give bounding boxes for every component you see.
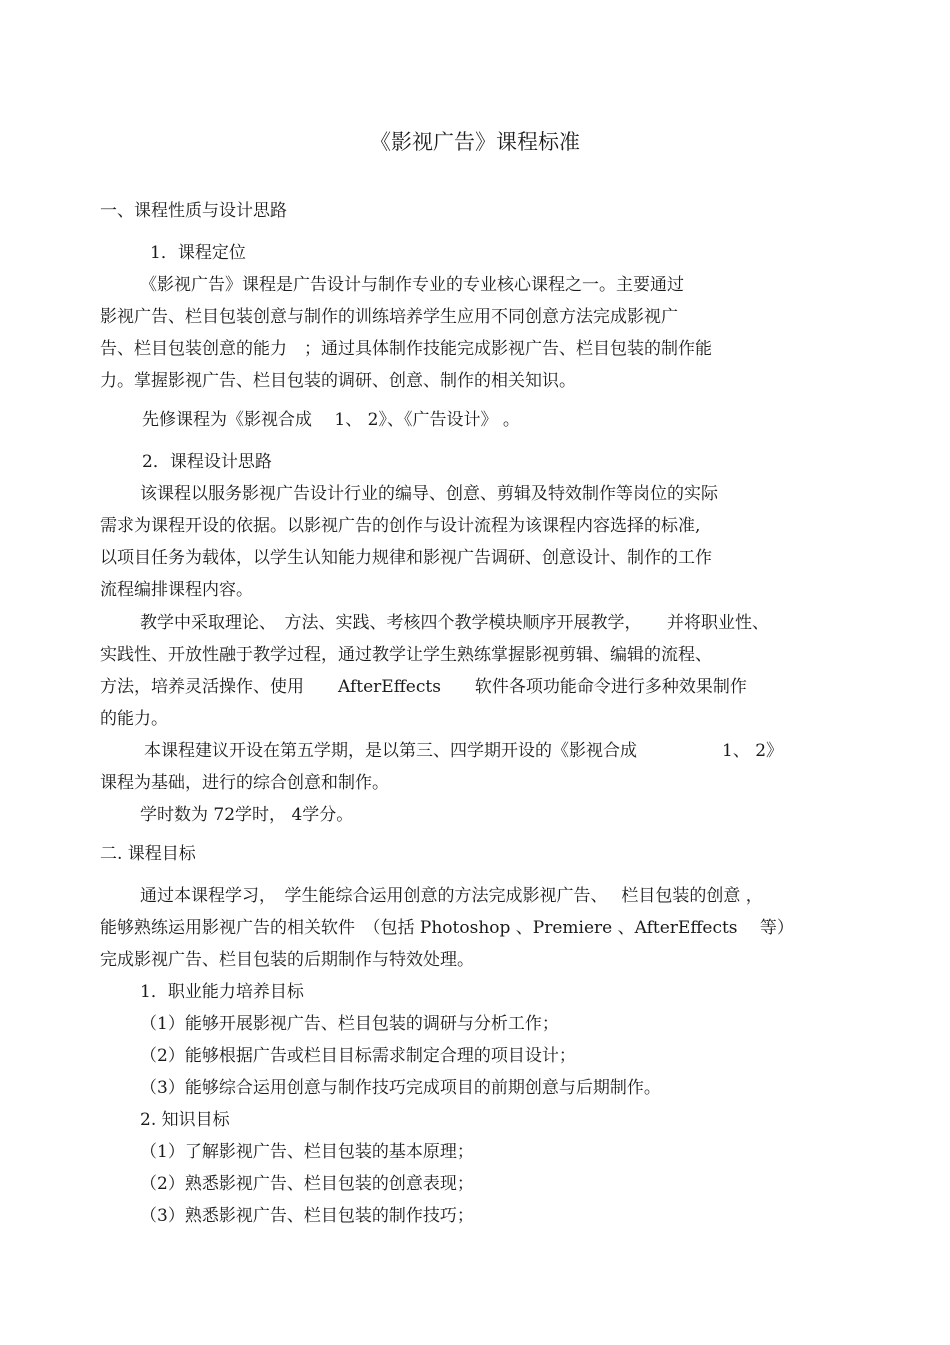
paragraph-line: 课程为基础，进行的综合创意和制作。: [100, 773, 389, 793]
list-item: （1）能够开展影视广告、栏目包装的调研与分析工作；: [140, 1014, 559, 1034]
paragraph-line: 完成影视广告、栏目包装的后期制作与特效处理。: [100, 950, 474, 970]
list-item: （2）能够根据广告或栏目目标需求制定合理的项目设计；: [140, 1046, 576, 1066]
paragraph-line: 通过本课程学习， 学生能综合运用创意的方法完成影视广告、 栏目包装的创意 ，: [140, 886, 763, 906]
list-item: （3）能够综合运用创意与制作技巧完成项目的前期创意与后期制作。: [140, 1078, 661, 1098]
paragraph-line: 方法，培养灵活操作、使用 AfterEffects 软件各项功能命令进行多种效果制作: [100, 677, 747, 697]
paragraph-line: 告、栏目包装创意的能力 ；通过具体制作技能完成影视广告、栏目包装的制作能: [100, 339, 712, 359]
subsection-heading: 1．课程定位: [150, 243, 246, 263]
list-item: （2）熟悉影视广告、栏目包装的创意表现；: [140, 1174, 474, 1194]
list-item: （1）了解影视广告、栏目包装的基本原理；: [140, 1142, 474, 1162]
document-title: 《影视广告》课程标准: [370, 130, 580, 154]
paragraph-line: 教学中采取理论、 方法、实践、考核四个教学模块顺序开展教学， 并将职业性、: [140, 613, 769, 633]
section-heading: 二. 课程目标: [100, 844, 196, 864]
subsection-heading: 2. 知识目标: [140, 1110, 230, 1130]
paragraph-line: 《影视广告》课程是广告设计与制作专业的专业核心课程之一。主要通过: [140, 275, 684, 295]
paragraph-line: 能够熟练运用影视广告的相关软件 （包括 Photoshop 、Premiere 、AfterEffects 等）: [100, 918, 794, 938]
paragraph-line: 流程编排课程内容。: [100, 580, 253, 600]
subsection-heading: 2．课程设计思路: [142, 452, 272, 472]
paragraph-line: 先修课程为《影视合成 1、 2》、《广告设计》 。: [142, 410, 520, 430]
list-item: （3）熟悉影视广告、栏目包装的制作技巧；: [140, 1206, 474, 1226]
paragraph-line: 力。掌握影视广告、栏目包装的调研、创意、制作的相关知识。: [100, 371, 576, 391]
paragraph-line: 实践性、开放性融于教学过程，通过教学让学生熟练掌握影视剪辑、编辑的流程、: [100, 645, 712, 665]
paragraph-line: 本课程建议开设在第五学期，是以第三、四学期开设的《影视合成 1、 2》: [144, 741, 784, 761]
paragraph-line: 该课程以服务影视广告设计行业的编导、创意、剪辑及特效制作等岗位的实际: [140, 484, 718, 504]
subsection-heading: 1．职业能力培养目标: [140, 982, 304, 1002]
paragraph-line: 学时数为 72学时， 4学分。: [140, 805, 354, 825]
paragraph-line: 以项目任务为载体，以学生认知能力规律和影视广告调研、创意设计、制作的工作: [100, 548, 712, 568]
paragraph-line: 的能力。: [100, 709, 168, 729]
paragraph-line: 影视广告、栏目包装创意与制作的训练培养学生应用不同创意方法完成影视广: [100, 307, 678, 327]
section-heading: 一、课程性质与设计思路: [100, 201, 287, 221]
paragraph-line: 需求为课程开设的依据。以影视广告的创作与设计流程为该课程内容选择的标准,: [100, 516, 701, 536]
